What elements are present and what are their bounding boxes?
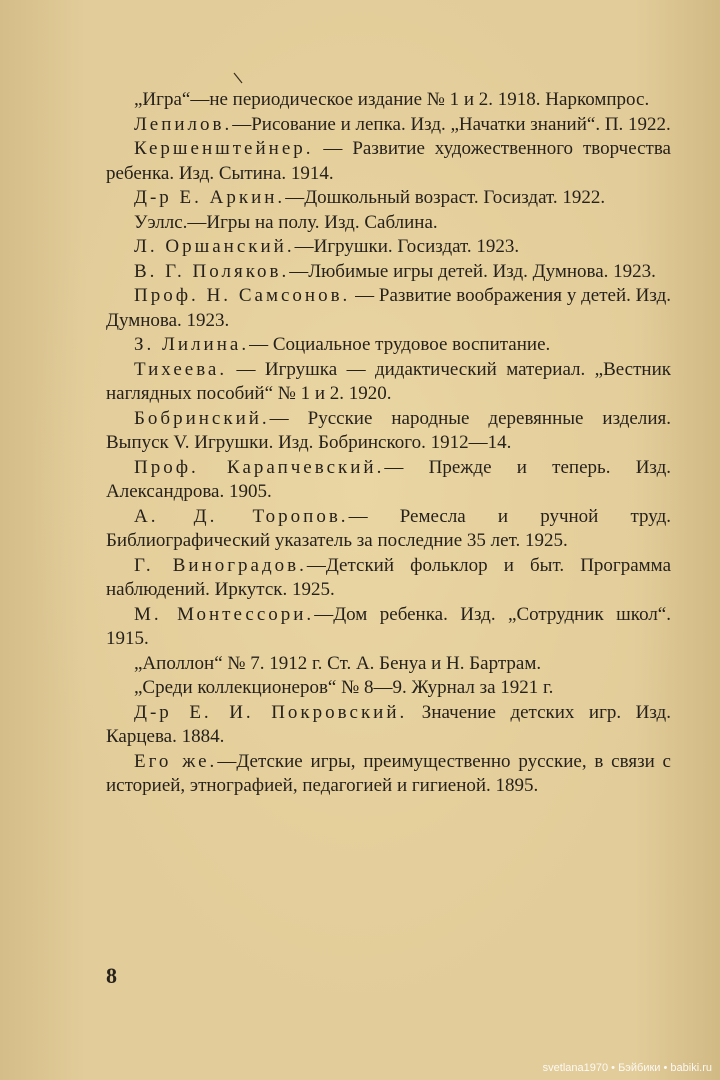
entry-text: — Прежде и теперь. Изд. Александрова. 1905.	[106, 456, 671, 502]
bibliography-entry	[106, 137, 671, 186]
bibliography-entry	[106, 211, 671, 236]
entry-text: „Аполлон“ № 7. 1912 г. Ст. А. Бенуа и Н. Бартрам.	[134, 652, 542, 674]
entry-author: В. Г. Поляков.	[134, 260, 290, 282]
entry-text: — Русские народные деревянные изделия. Выпуск V. Игрушки. Изд. Бобринского. 1912—14.	[106, 407, 671, 453]
bibliography-entry	[106, 603, 671, 652]
bibliography-entry	[106, 701, 671, 750]
bibliography-entry	[106, 554, 671, 603]
watermark: svetlana1970 • Бэйбики • babiki.ru	[542, 1062, 712, 1074]
entry-author: Л. Оршанский.	[134, 236, 295, 257]
bibliography-entry	[106, 260, 671, 285]
entry-text: — Ремесла и ручной труд. Библиографический указатель за последние 35 лет. 1925.	[106, 505, 672, 551]
entry-text: — Развитие воображения у детей. Изд. Думнова. 1923.	[106, 285, 671, 331]
entry-author: Лепилов.	[134, 113, 233, 135]
bibliography-entry	[106, 88, 671, 113]
bibliography-entry	[106, 186, 671, 211]
entry-text: —Дошкольный возраст. Госиздат. 1922.	[285, 187, 606, 208]
entry-author: Проф. Карапчевский.	[134, 456, 385, 478]
entry-author: Тихеева.	[134, 358, 228, 380]
entry-author: З. Лилина.	[134, 334, 250, 355]
entry-author: Бобринский.	[134, 407, 270, 429]
bibliography-entry	[106, 333, 671, 358]
page-number: 8	[106, 963, 117, 988]
entry-author: Д-р Е. Аркин.	[134, 187, 286, 208]
entry-author: А. Д. Торопов.	[134, 505, 349, 527]
bibliography-entry	[106, 358, 671, 407]
pen-mark	[233, 72, 243, 84]
entry-text: — Игрушка — дидактический материал. „Вестник наглядных пособий“ № 1 и 2. 1920.	[106, 358, 671, 404]
entry-text: —Рисование и лепка. Изд. „Начатки знаний“. П. 1922.	[232, 113, 671, 135]
entry-text: —Детские игры, преимущественно русские, в связи с историей, этнографией, педагогией и гигиеной. 1895.	[106, 750, 671, 796]
entry-author: М. Монтессори.	[134, 603, 315, 625]
entry-author: Г. Виноградов.	[134, 554, 307, 576]
entry-author: Его же.	[134, 750, 218, 772]
entry-text: —Любимые игры детей. Изд. Думнова. 1923.	[289, 260, 656, 282]
bibliography-entry	[106, 235, 671, 260]
bibliography-entry	[106, 505, 671, 554]
entry-text: —Детский фольклор и быт. Программа наблюдений. Иркутск. 1925.	[106, 554, 671, 600]
entry-author: Д-р Е. И. Покровский.	[134, 701, 408, 723]
entry-text: Уэллс.—Игры на полу. Изд. Саблина.	[134, 211, 438, 233]
entry-author: Проф. Н. Самсонов.	[134, 285, 351, 306]
entry-text: —Дом ребенка. Изд. „Сотрудник школ“. 1915.	[106, 603, 671, 649]
entry-text: Значение детских игр. Изд. Карцева. 1884.	[106, 701, 671, 747]
bibliography-list	[106, 88, 671, 799]
bibliography-entry	[106, 113, 671, 138]
bibliography-entry	[106, 676, 671, 701]
bibliography-entry	[106, 652, 671, 677]
bibliography-entry	[106, 284, 671, 333]
entry-text: —Игрушки. Госиздат. 1923.	[294, 236, 520, 257]
bibliography-entry	[106, 456, 671, 505]
entry-author: Кершенштейнер.	[134, 138, 314, 159]
bibliography-entry	[106, 407, 671, 456]
entry-text: — Развитие художественного творчества ребенка. Изд. Сытина. 1914.	[106, 138, 671, 184]
entry-text: — Социальное трудовое воспитание.	[249, 334, 551, 355]
entry-text: „Игра“—не периодическое издание № 1 и 2. 1918. Наркомпрос.	[134, 89, 650, 110]
entry-text: „Среди коллекционеров“ № 8—9. Журнал за 1921 г.	[134, 677, 554, 698]
bibliography-entry	[106, 750, 671, 799]
